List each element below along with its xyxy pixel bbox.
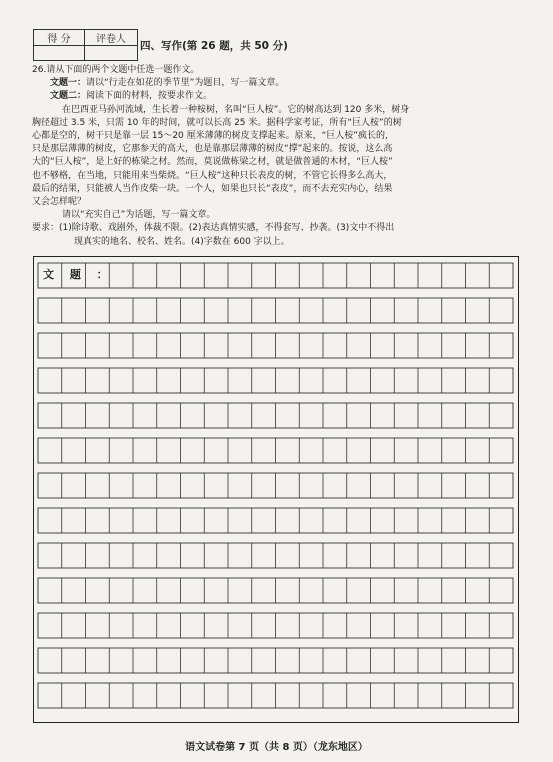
question-block [32,64,522,249]
material-line: 也不够格，在当地，只能用来当柴烧。“巨人桉”这种只长表皮的树，不管它长得多么高大， [32,170,393,181]
material-line: 大的“巨人桉”，是上好的栋梁之材。然而，莫说做栋梁之材，就是做普通的木材，“巨人桉” [32,157,393,168]
topic-two-text: 阅读下面的材料，按要求作文。 [86,91,213,102]
topic-one [32,77,522,90]
essay-title-label: 文 题 ： [43,268,114,281]
topic-one-text: 请以“行走在如花的季节里”为题目，写一篇文章。 [86,78,285,89]
material-line: 又会怎样呢？ [32,197,87,208]
material-line: 只是那层薄薄的树皮，它那参天的高大，也是靠那层薄薄的树皮“撑”起来的。按说，这么高 [32,144,393,155]
section-title: 四、写作(第 26 题，共 50 分) [140,40,288,52]
grader-label: 评卷人 [85,30,138,46]
material-line: 心都是空的，树干只是靠一层 15～20 厘米薄薄的树皮支撑起来。原来，“巨人桉”疯长的， [32,131,394,142]
material-line: 在巴西亚马孙河流域，生长着一种桉树，名叫“巨人桉”。它的树高达到 120 多米，树身 [62,104,410,115]
topic-one-label: 文题一： [50,78,87,89]
topic-two-label: 文题二： [50,91,87,102]
question-number-line: 26.请从下面的两个文题中任选一题作文。 [32,65,200,75]
requirements-line: 现真实的地名、校名、姓名。(4)字数在 600 字以上。 [74,236,290,247]
score-cell[interactable] [34,46,85,61]
page-footer: 语文试卷第 7 页（共 8 页）（龙东地区） [185,742,368,753]
requirements-line: 要求：(1)除诗歌、戏剧外，体裁不限。(2)表达真情实感，不得套写、抄袭。(3)文中不得出 [32,223,395,234]
grader-cell[interactable] [85,46,138,61]
grid-lines [34,257,517,721]
score-table [33,29,138,61]
score-label: 得 分 [34,30,85,46]
composition-grid[interactable] [33,256,519,723]
topic-two [32,90,522,103]
topic-instruction: 请以“充实自己”为话题，写一篇文章。 [62,210,216,221]
material-line: 最后的结果，只能被人当作皮柴一块。一个人，如果也只长“表皮”，而不去充实内心，结果 [32,183,393,194]
material-line: 胸径超过 3.5 米，只需 10 年的时间，就可以长高 25 米。据科学家考证，所有“巨人桉”的树 [32,117,402,128]
